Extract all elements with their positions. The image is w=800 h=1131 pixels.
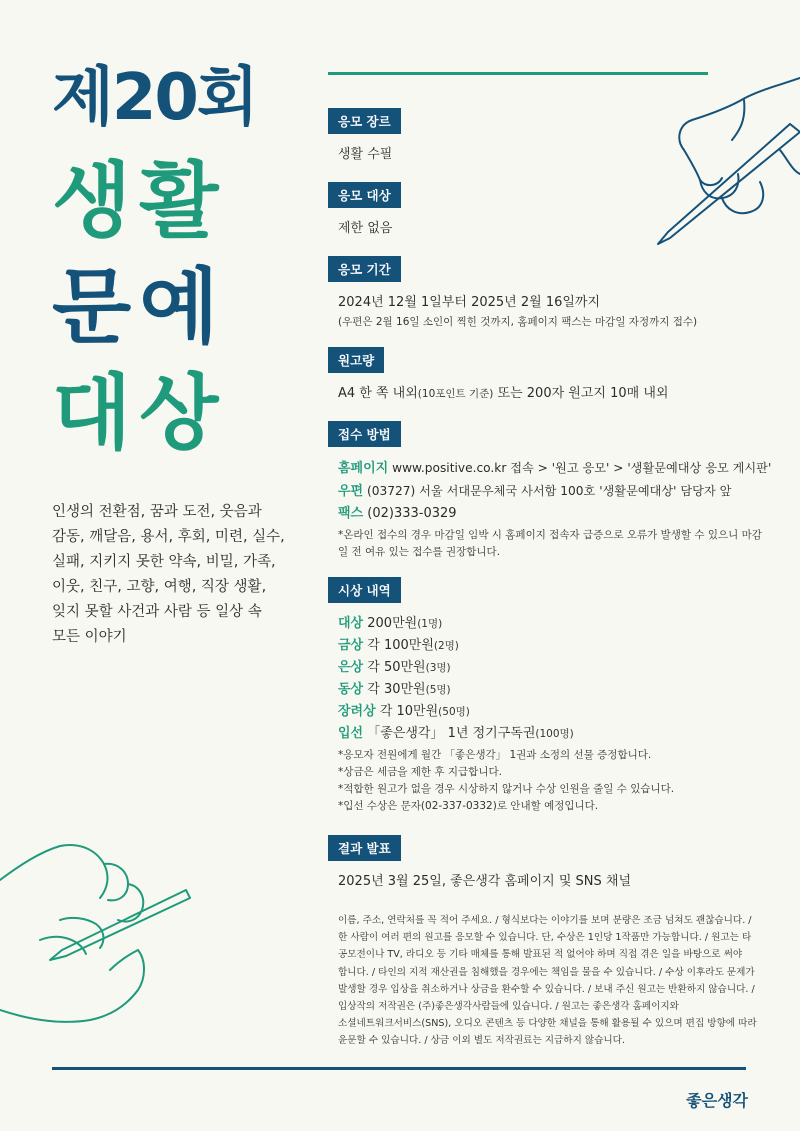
awards-list [328,613,768,745]
title-line-1: 생활 [52,154,227,249]
award-count: (1명) [417,618,443,630]
method-fax: 팩스 (02)333-0329 [338,506,457,521]
title-block [52,58,282,472]
results-label: 결과 발표 [328,835,401,861]
length-label: 원고량 [328,347,384,373]
award-prize: 각 100만원 [363,638,434,653]
method-post: 우편 (03727) 서울 서대문우체국 사서함 100호 '생활문예대상' 담당자 앞 [338,484,732,499]
hand-pencil-bottom-icon [0,820,200,1050]
awards-section [328,577,768,815]
award-note: *응모자 전원에게 월간 「좋은생각」 1권과 소정의 선물 증정합니다. [338,749,652,761]
results-text: 2025년 3월 25일, 좋은생각 홈페이지 및 SNS 채널 [338,874,631,889]
award-prize: 각 30만원 [363,682,426,697]
period-label: 응모 기간 [328,256,401,282]
award-row [328,657,768,679]
award-row [328,635,768,657]
intro-text: 인생의 전환점, 꿈과 도전, 웃음과 감동, 깨달음, 용서, 후회, 미련, 실수, 실패, 지키지 못한 약속, 비밀, 가족, 이웃, 친구, 고향, 여행, 직장 생활, 잊지 못할 사건과 사람 등 일상 속 모든 이야기 [52,504,285,645]
award-prize: 200만원 [363,616,418,631]
award-row [328,701,768,723]
title-edition: 제20회 [52,61,257,135]
award-count: (2명) [433,640,459,652]
award-name: 대상 [338,616,364,631]
method-label: 접수 방법 [328,421,401,447]
award-prize: 「좋은생각」 1년 정기구독권 [363,726,536,741]
awards-notes [328,747,768,815]
method-web: 홈페이지 www.positive.co.kr 접속 > '원고 응모' > '생활문예대상 응모 게시판' [338,461,772,476]
period-note: (우편은 2월 16일 소인이 찍힌 것까지, 홈페이지 팩스는 마감일 자정까지 접수) [338,316,698,328]
method-section [328,421,772,561]
title-line-3: 대상 [52,366,227,461]
award-note: *상금은 세금을 제한 후 지급합니다. [338,766,502,778]
period-text: 2024년 12월 1일부터 2025년 2월 16일까지 [338,295,601,310]
results-section [328,835,768,893]
award-name: 입선 [338,726,364,741]
award-note: *입선 수상은 문자(02-337-0332)로 안내할 예정입니다. [338,800,599,812]
award-row [328,723,768,745]
award-count: (5명) [425,684,451,696]
award-name: 장려상 [338,704,376,719]
method-note: *온라인 접수의 경우 마감일 임박 시 홈페이지 접속자 급증으로 오류가 발생할 수 있으니 마감일 전 여유 있는 접수를 권장합니다. [338,529,762,558]
bottom-divider [52,1067,746,1070]
length-section [328,347,768,405]
eligibility-section [328,182,768,240]
award-count: (3명) [425,662,451,674]
award-prize: 각 50만원 [363,660,426,675]
period-section [328,256,768,331]
eligibility-label: 응모 대상 [328,182,401,208]
award-row [328,679,768,701]
right-column [328,108,772,909]
award-name: 금상 [338,638,364,653]
genre-label: 응모 장르 [328,108,401,134]
genre-text: 생활 수필 [338,147,393,162]
eligibility-text: 제한 없음 [338,221,393,236]
title-line-2: 문예 [52,260,227,355]
award-name: 은상 [338,660,364,675]
publisher-logo: 좋은생각 [686,1091,748,1110]
award-note: *적합한 원고가 없을 경우 시상하지 않거나 수상 인원을 줄일 수 있습니다. [338,783,675,795]
award-name: 동상 [338,682,364,697]
award-prize: 각 10만원 [375,704,439,719]
fine-print: 이름, 주소, 연락처를 꼭 적어 주세요. / 형식보다는 이야기를 보며 분량은 조금 넘쳐도 괜찮습니다. / 한 사람이 여러 편의 원고를 응모할 수 있습니다. 단, 수상은 1인당 1작품만 가능합니다. / 원고는 타 공모전이나 TV, 라디오 등 기타 매체를 통해 발표된 적 없어야 하며 직접 겪은 일을 바탕으로 써야 합니다. / 타인의 지적 재산권을 침해했을 경우에는 책임을 물을 수 있습니다. / 수상 이후라도 문제가 발생할 경우 입상을 취소하거나 상금을 환수할 수 있습니다. / 보내 주신 원고는 반환하지 않습니다. / 입상작의 저작권은 (주)좋은생각사람들에 있습니다. / 원고는 좋은생각 홈페이지와 소셜네트워크서비스(SNS), 오디오 콘텐츠 등 다양한 채널을 통해 활용될 수 있으며 편집 방향에 따라 윤문할 수 있습니다. / 상금 이외 별도 저작권료는 지급하지 않습니다. [338,915,757,1047]
awards-label: 시상 내역 [328,577,401,603]
award-row [328,613,768,635]
length-text: A4 한 쪽 내외(10포인트 기준) 또는 200자 원고지 10매 내외 [338,386,669,401]
genre-section [328,108,768,166]
award-count: (50명) [438,706,470,718]
award-count: (100명) [535,728,574,740]
